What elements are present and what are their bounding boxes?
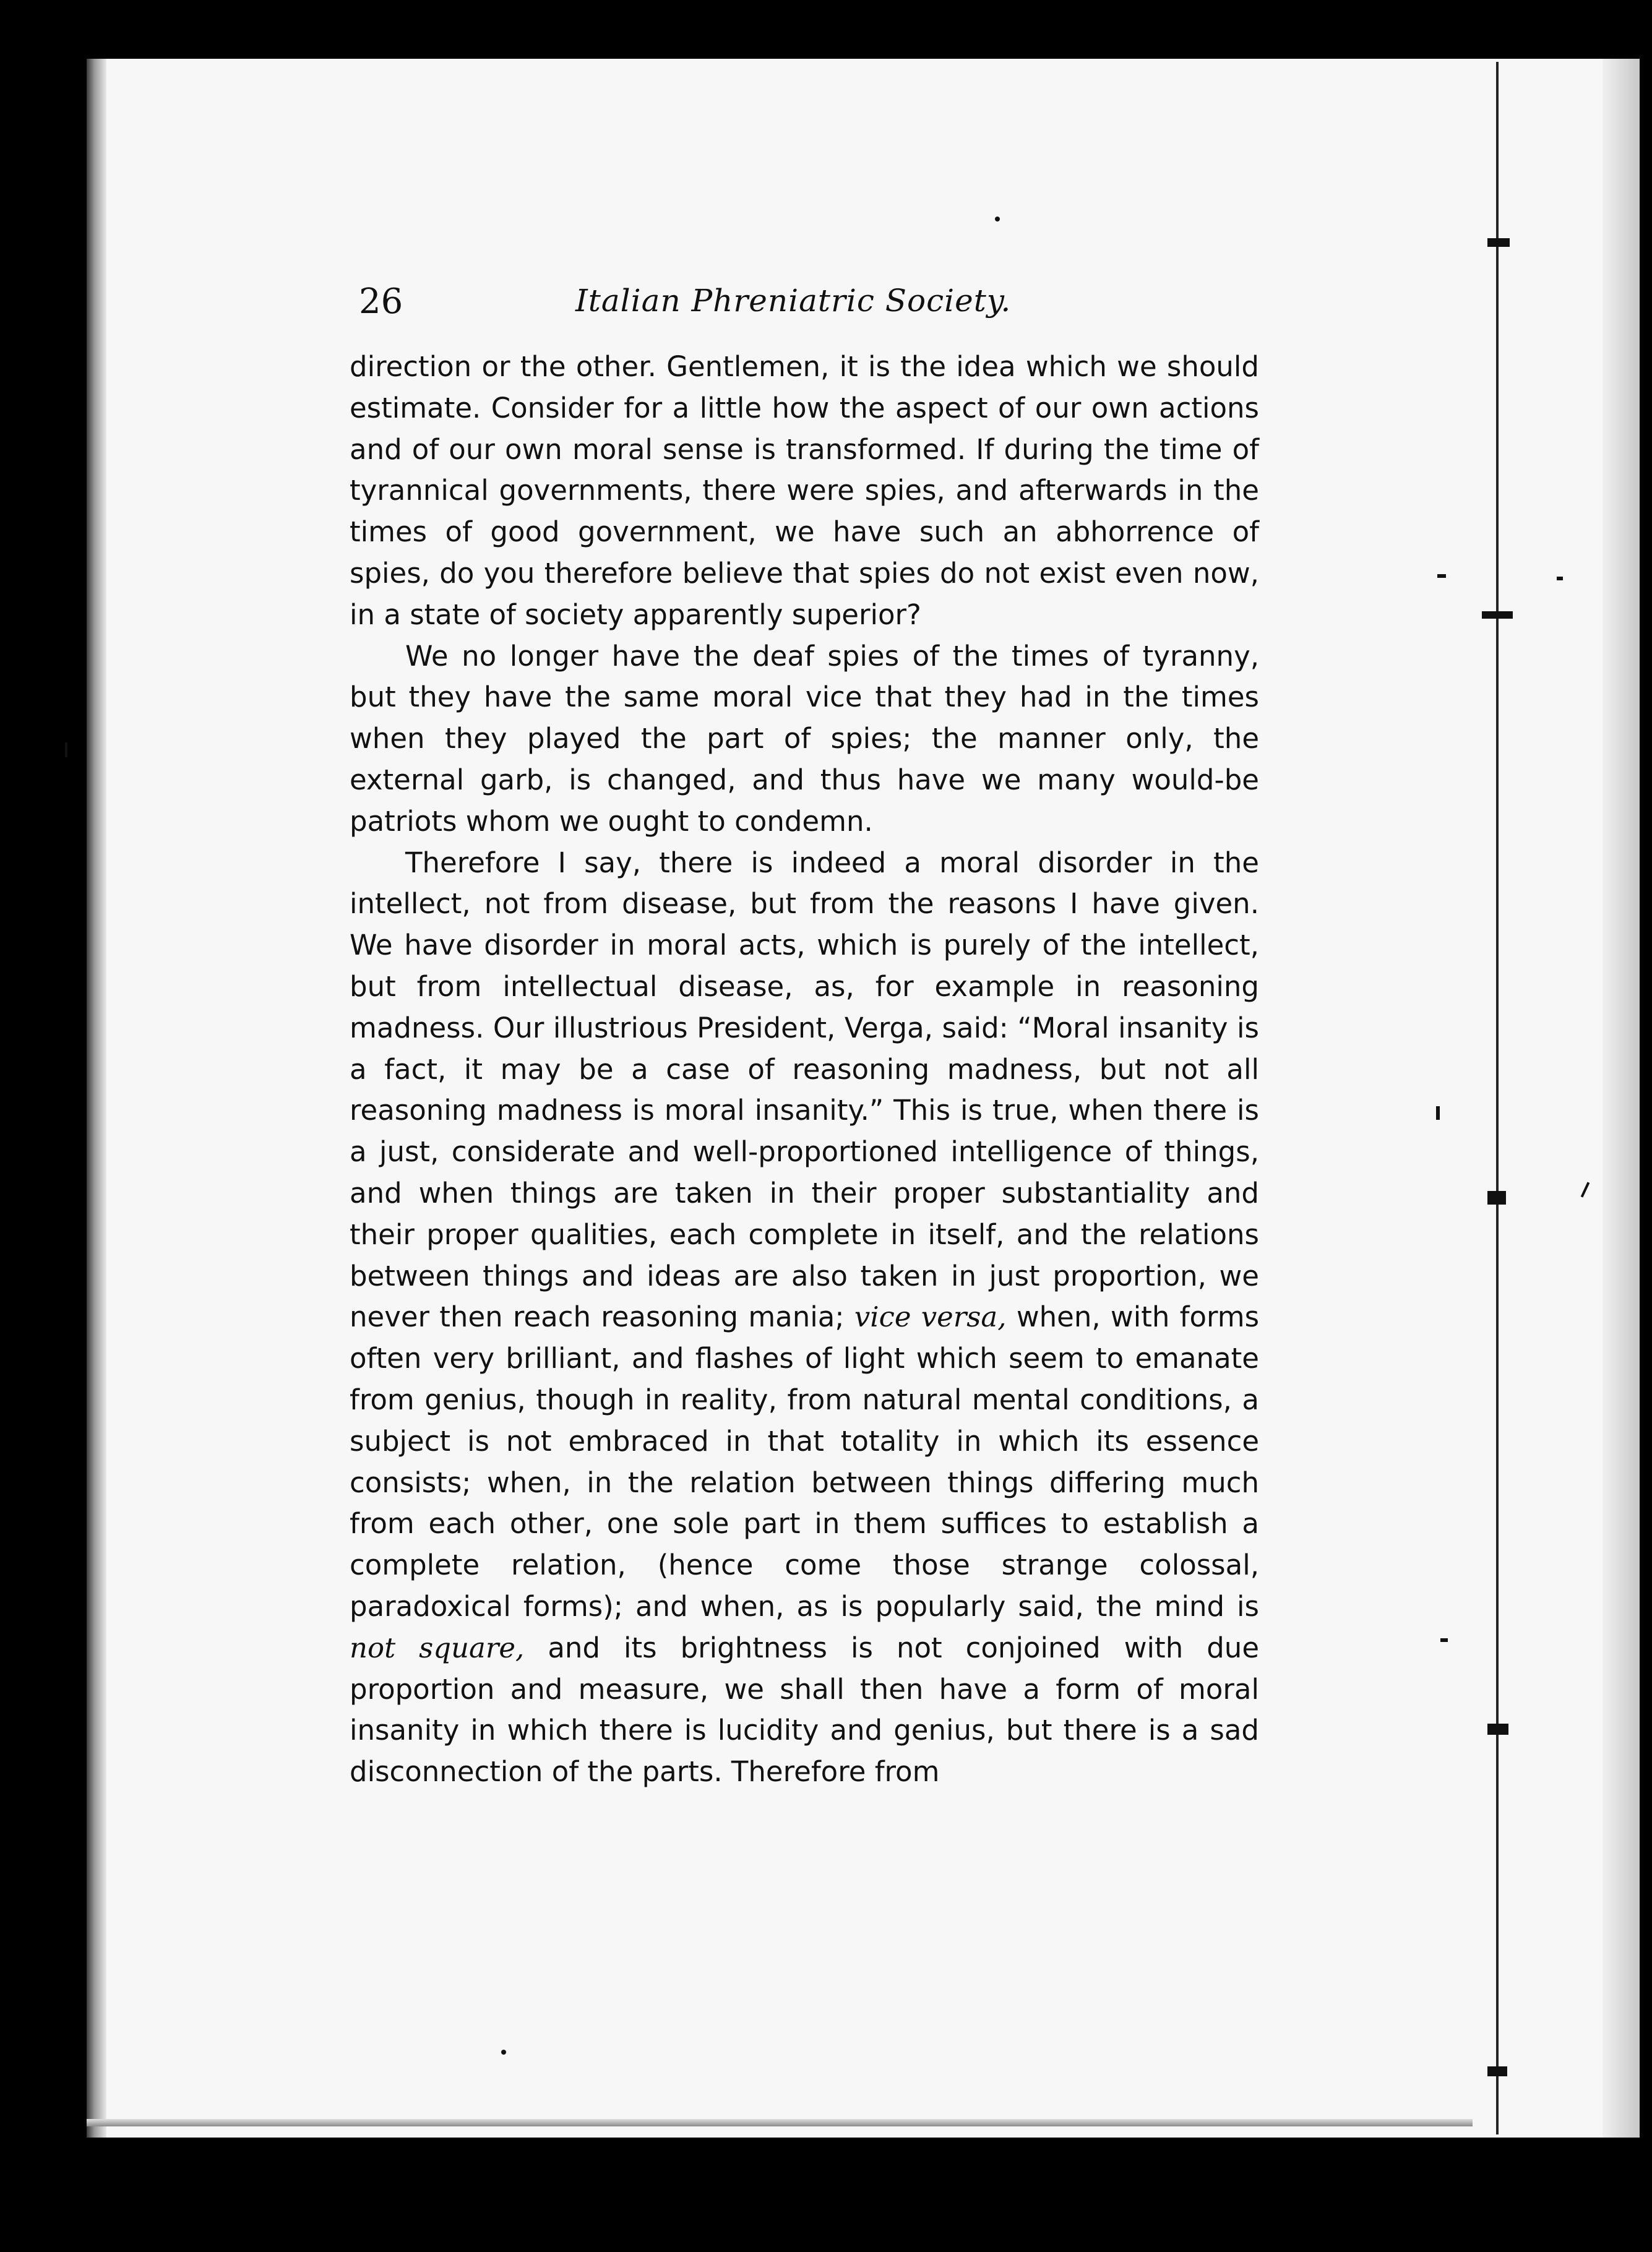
stray-dot bbox=[995, 217, 1000, 221]
binding-gutter-shadow bbox=[87, 59, 106, 2138]
body-text bbox=[350, 346, 1259, 1793]
italic-phrase: not square, bbox=[350, 1631, 525, 1664]
page-number: 26 bbox=[359, 282, 403, 322]
paragraph bbox=[350, 843, 1259, 1793]
margin-mark bbox=[1482, 611, 1513, 619]
paragraph bbox=[350, 636, 1259, 843]
paragraph-text: Therefore I say, there is indeed a moral disorder in the intellect, not from disease, but from the reasons I have given. We have disorder in moral acts, which is purely of the intellect, but from intellectual disease, as, for example in reasoning madness. Our illustrious President, Verga, said: “Moral insanity is a fact, it may be a case of reasoning madness, but not all reasoning madness is moral insanity.” This is true, when there is a just, considerate and well-proportioned intelligence of things, and when things are taken in their proper substantiality and their proper qualities, each complete in itself, and the relations between things and ideas are also taken in just proportion, we never then reach reasoning mania; bbox=[350, 846, 1259, 1334]
paragraph-text: and its brightness is not conjoined with due proportion and measure, we shall then have a form of moral insanity in which there is lucidity and genius, but there is a sad disconnection of the parts. Therefore from bbox=[350, 1631, 1260, 1789]
running-head bbox=[359, 282, 1275, 331]
margin-mark bbox=[1487, 2066, 1507, 2076]
margin-mark bbox=[1440, 1638, 1448, 1642]
margin-mark bbox=[1436, 1106, 1440, 1120]
paragraph bbox=[350, 346, 1259, 636]
italic-phrase: vice versa, bbox=[854, 1300, 1007, 1334]
margin-mark bbox=[65, 742, 67, 757]
running-head-title: Italian Phreniatric Society. bbox=[575, 283, 1012, 319]
page-bottom-edge bbox=[87, 2119, 1473, 2126]
facing-page-edge bbox=[1603, 59, 1640, 2138]
margin-mark bbox=[1557, 577, 1563, 580]
paragraph-text: We no longer have the deaf spies of the times of tyranny, but they have the same moral vice that they had in the times when they played the part of spies; the manner only, the external garb, is changed, and thus have we many would-be patriots whom we ought to condemn. bbox=[350, 639, 1259, 838]
margin-mark bbox=[1437, 574, 1446, 578]
paragraph-text: direction or the other. Gentlemen, it is the idea which we should estimate. Consider for a little how the aspect of our own actions and of our own moral sense is transformed. If during the time of tyrannical governments, there were spies, and afterwards in the times of good government, we have such an abhorrence of spies, do you therefore believe that spies do not exist even now, in a state of society apparently superior? bbox=[350, 350, 1259, 631]
page-fold-line bbox=[1496, 62, 1499, 2134]
margin-mark bbox=[1487, 1724, 1508, 1735]
paragraph-text: when, with forms often very brilliant, and flashes of light which seem to emanate from genius, though in reality, from natural mental conditions, a subject is not embraced in that totality in which its essence consists; when, in the relation between things differing much from each other, one sole part in them suffices to establish a complete relation, (hence come those strange colossal, paradoxical forms); and when, as is popularly said, the mind is bbox=[350, 1300, 1260, 1623]
margin-mark bbox=[1487, 1191, 1506, 1205]
stray-dot bbox=[501, 2050, 506, 2055]
margin-mark bbox=[1487, 238, 1510, 247]
